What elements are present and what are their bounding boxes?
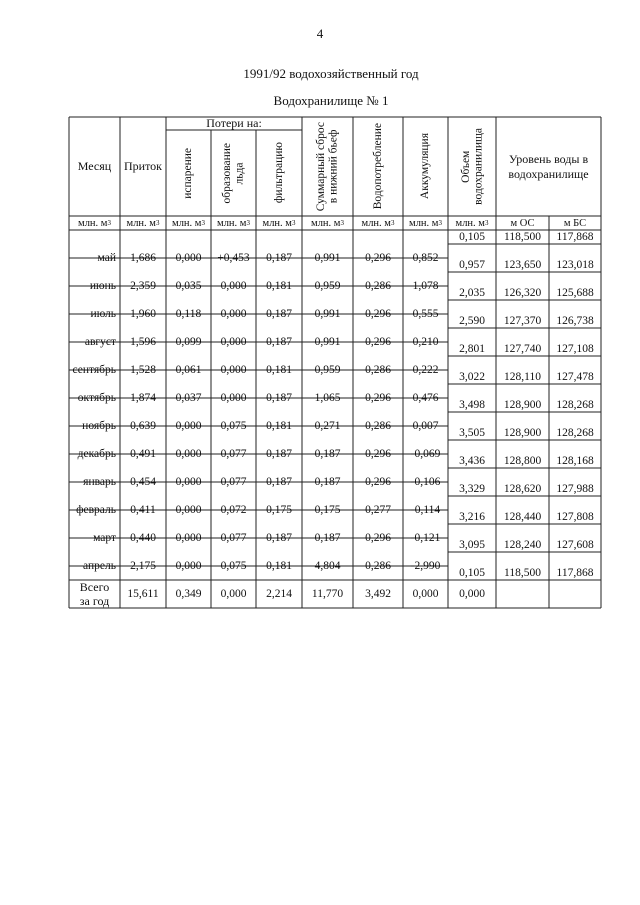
unit-cell bbox=[353, 216, 403, 230]
cell-level-os: 128,110 bbox=[504, 371, 541, 383]
cell-ice: 0,000 bbox=[220, 336, 247, 348]
cell-level-os: 128,800 bbox=[503, 455, 542, 467]
unit-label: млн. м bbox=[361, 217, 391, 229]
cell-volume: 3,022 bbox=[459, 371, 485, 383]
cell-accum: 0,852 bbox=[412, 252, 439, 264]
cell-consumption: 0,296 bbox=[365, 308, 391, 320]
cell-consumption: 0,296 bbox=[365, 392, 391, 404]
unit-cell bbox=[166, 216, 211, 230]
unit-cell bbox=[120, 216, 166, 230]
cell-filt: 0,175 bbox=[266, 504, 292, 516]
cell-filt: 0,187 bbox=[266, 308, 292, 320]
header-month: Месяц bbox=[77, 159, 112, 173]
cell-volume: 3,095 bbox=[459, 539, 485, 551]
cell-inflow: 1,960 bbox=[130, 308, 156, 320]
cell-inflow: 2,359 bbox=[130, 280, 156, 292]
cell-evap: 0,000 bbox=[175, 448, 202, 460]
cell-ice: 0,072 bbox=[220, 504, 247, 516]
cell-discharge: 0,187 bbox=[314, 532, 341, 544]
total-evap: 0,349 bbox=[175, 588, 202, 600]
cell-accum: -0,114 bbox=[410, 504, 441, 516]
cell-inflow: 0,639 bbox=[130, 420, 156, 432]
cell-evap: 0,000 bbox=[175, 420, 202, 432]
header-water-consumption: Водопотребление bbox=[371, 123, 384, 210]
month-name: июль bbox=[90, 308, 116, 320]
cell-volume: 3,329 bbox=[459, 483, 485, 495]
cell-accum: -0,069 bbox=[410, 448, 441, 460]
unit-exponent: 3 bbox=[291, 219, 296, 227]
unit-label: млн. м bbox=[126, 217, 156, 229]
header-ice-formation: образование льда bbox=[221, 142, 246, 204]
cell-level-bs: 117,868 bbox=[556, 231, 594, 243]
month-name: октябрь bbox=[77, 392, 116, 404]
cell-discharge: 0,991 bbox=[314, 308, 341, 320]
cell-discharge: 1,065 bbox=[314, 392, 341, 404]
cell-consumption: 0,286 bbox=[365, 560, 391, 572]
total-label: Всего за год bbox=[79, 580, 110, 608]
cell-level-bs: 125,688 bbox=[556, 287, 594, 299]
month-name: май bbox=[97, 252, 116, 264]
cell-ice: 0,077 bbox=[220, 476, 247, 488]
cell-level-bs: 128,268 bbox=[556, 399, 594, 411]
total-consumption: 3,492 bbox=[365, 588, 391, 600]
cell-evap: 0,035 bbox=[175, 280, 202, 292]
cell-discharge: 0,959 bbox=[314, 280, 341, 292]
cell-discharge: 0,991 bbox=[314, 336, 341, 348]
cell-filt: 0,181 bbox=[266, 560, 292, 572]
cell-evap: 0,061 bbox=[175, 364, 202, 376]
cell-level-os: 128,440 bbox=[503, 511, 542, 523]
cell-level-bs: 127,988 bbox=[556, 483, 594, 495]
cell-volume: 3,216 bbox=[459, 511, 485, 523]
cell-discharge: 4,804 bbox=[314, 560, 341, 572]
cell-level-os: 118,500 bbox=[504, 231, 541, 243]
cell-filt: 0,181 bbox=[266, 280, 292, 292]
cell-level-bs: 127,808 bbox=[556, 511, 594, 523]
cell-ice: +0,453 bbox=[217, 252, 250, 264]
unit-cell bbox=[69, 216, 120, 230]
total-discharge: 11,770 bbox=[311, 588, 344, 600]
unit-cell bbox=[256, 216, 302, 230]
cell-level-bs: 128,168 bbox=[556, 455, 594, 467]
month-name: июнь bbox=[89, 280, 116, 292]
cell-accum: -0,121 bbox=[410, 532, 441, 544]
cell-consumption: 0,296 bbox=[365, 252, 391, 264]
unit-exponent: 3 bbox=[107, 219, 111, 227]
cell-filt: 0,181 bbox=[266, 364, 292, 376]
unit-label: млн. м bbox=[455, 217, 485, 229]
unit-cell bbox=[302, 216, 353, 230]
cell-filt: 0,187 bbox=[266, 448, 292, 460]
header-total-discharge: Суммарный сброс в нижний бьеф bbox=[315, 121, 340, 212]
month-name: февраль bbox=[76, 504, 116, 516]
unit-label: млн. м bbox=[311, 217, 341, 229]
cell-evap: 0,099 bbox=[175, 336, 202, 348]
unit-label: млн. м bbox=[78, 217, 108, 229]
cell-volume: 2,801 bbox=[459, 343, 485, 355]
cell-inflow: 0,454 bbox=[130, 476, 156, 488]
cell-volume: 0,957 bbox=[459, 259, 485, 271]
month-name: декабрь bbox=[77, 448, 116, 460]
cell-level-os: 128,620 bbox=[503, 483, 542, 495]
cell-filt: 0,187 bbox=[266, 476, 292, 488]
cell-evap: 0,000 bbox=[175, 476, 202, 488]
header-losses: Потери на: bbox=[206, 116, 262, 130]
cell-accum: 0,210 bbox=[412, 336, 439, 348]
cell-inflow: 1,596 bbox=[130, 336, 156, 348]
cell-evap: 0,037 bbox=[175, 392, 202, 404]
header-accumulation: Аккумуляция bbox=[419, 133, 432, 200]
cell-volume: 2,590 bbox=[459, 315, 485, 327]
header-discharge-cell bbox=[302, 117, 353, 216]
cell-ice: 0,000 bbox=[220, 280, 247, 292]
header-evaporation: испарение bbox=[182, 147, 195, 199]
cell-evap: 0,118 bbox=[175, 308, 202, 320]
cell-inflow: 1,686 bbox=[130, 252, 156, 264]
cell-level-os: 127,370 bbox=[503, 315, 542, 327]
unit-exponent: 3 bbox=[438, 219, 442, 227]
unit-cell bbox=[211, 216, 256, 230]
cell-level-os: 128,900 bbox=[503, 427, 542, 439]
header-ice-cell bbox=[211, 130, 256, 216]
unit-cell bbox=[448, 216, 496, 230]
cell-ice: 0,000 bbox=[220, 364, 247, 376]
cell-filt: 0,187 bbox=[266, 336, 292, 348]
cell-consumption: 0,296 bbox=[365, 448, 391, 460]
cell-discharge: 0,175 bbox=[314, 504, 341, 516]
month-name: март bbox=[93, 532, 116, 544]
total-filt: 2,214 bbox=[266, 588, 292, 600]
cell-discharge: 0,959 bbox=[314, 364, 341, 376]
cell-ice: 0,077 bbox=[220, 532, 247, 544]
cell-evap: 0,000 bbox=[175, 560, 202, 572]
unit-cell bbox=[403, 216, 448, 230]
cell-volume: 3,505 bbox=[459, 427, 485, 439]
cell-level-os: 127,740 bbox=[503, 343, 542, 355]
cell-evap: 0,000 bbox=[175, 532, 202, 544]
cell-ice: 0,075 bbox=[220, 420, 247, 432]
cell-level-bs: 127,108 bbox=[556, 343, 594, 355]
cell-level-bs: 123,018 bbox=[556, 259, 594, 271]
month-name: август bbox=[84, 336, 116, 348]
cell-discharge: 0,187 bbox=[314, 448, 341, 460]
cell-level-os: 126,320 bbox=[503, 287, 542, 299]
cell-ice: 0,000 bbox=[220, 308, 247, 320]
month-name: сентябрь bbox=[72, 364, 116, 376]
unit-exponent: 3 bbox=[340, 219, 344, 227]
unit-exponent: 3 bbox=[201, 219, 205, 227]
unit-level-bs: м БС bbox=[563, 217, 587, 229]
header-volume-cell bbox=[448, 117, 496, 216]
cell-accum: 0,007 bbox=[412, 420, 439, 432]
header-filtration: фильтрацию bbox=[272, 142, 285, 204]
cell-consumption: 0,286 bbox=[365, 364, 391, 376]
cell-evap: 0,000 bbox=[175, 252, 202, 264]
unit-exponent: 3 bbox=[155, 219, 160, 227]
cell-filt: 0,187 bbox=[266, 252, 292, 264]
unit-label: млн. м bbox=[409, 217, 439, 229]
cell-level-os: 118,500 bbox=[504, 567, 541, 579]
cell-consumption: 0,286 bbox=[365, 280, 391, 292]
cell-ice: 0,075 bbox=[220, 560, 247, 572]
unit-exponent: 3 bbox=[484, 219, 489, 227]
cell-volume: 0,105 bbox=[459, 567, 485, 579]
cell-level-bs: 117,868 bbox=[556, 567, 594, 579]
cell-volume: 0,105 bbox=[459, 231, 485, 243]
cell-accum: 0,476 bbox=[412, 392, 439, 404]
cell-consumption: 0,296 bbox=[365, 476, 391, 488]
cell-filt: 0,187 bbox=[266, 392, 292, 404]
cell-level-os: 128,240 bbox=[503, 539, 542, 551]
cell-ice: 0,000 bbox=[220, 392, 247, 404]
cell-accum: -0,106 bbox=[410, 476, 441, 488]
cell-evap: 0,000 bbox=[175, 504, 202, 516]
cell-level-bs: 127,478 bbox=[556, 371, 594, 383]
month-name: январь bbox=[83, 476, 116, 488]
cell-level-bs: 127,608 bbox=[556, 539, 594, 551]
cell-inflow: 1,528 bbox=[130, 364, 156, 376]
page-number: 4 bbox=[316, 26, 324, 41]
header-water-level: Уровень воды в водохранилище bbox=[508, 151, 589, 181]
unit-exponent: 3 bbox=[390, 219, 395, 227]
cell-level-bs: 126,738 bbox=[556, 315, 594, 327]
unit-level-os: м ОС bbox=[510, 217, 535, 229]
total-ice: 0,000 bbox=[220, 588, 247, 600]
unit-exponent: 3 bbox=[246, 219, 250, 227]
header-evaporation-cell bbox=[166, 130, 211, 216]
cell-accum: 1,078 bbox=[412, 280, 439, 292]
cell-filt: 0,187 bbox=[266, 532, 292, 544]
cell-discharge: 0,991 bbox=[314, 252, 341, 264]
cell-accum: 0,555 bbox=[412, 308, 439, 320]
unit-label: млн. м bbox=[172, 217, 202, 229]
header-filtration-cell bbox=[256, 130, 302, 216]
cell-level-bs: 128,268 bbox=[556, 427, 594, 439]
cell-volume: 3,498 bbox=[459, 399, 485, 411]
document-subtitle: Водохранилище № 1 bbox=[273, 93, 389, 108]
cell-level-os: 128,900 bbox=[503, 399, 542, 411]
unit-label: млн. м bbox=[217, 217, 247, 229]
document-title: 1991/92 водохозяйственный год bbox=[243, 66, 419, 81]
month-name: апрель bbox=[83, 560, 116, 572]
header-reservoir-volume: Объем водохранилища bbox=[459, 128, 484, 205]
cell-level-os: 123,650 bbox=[503, 259, 542, 271]
cell-inflow: 1,874 bbox=[130, 392, 156, 404]
cell-ice: 0,077 bbox=[220, 448, 247, 460]
month-name: ноябрь bbox=[82, 420, 116, 432]
cell-volume: 3,436 bbox=[459, 455, 485, 467]
cell-consumption: 0,277 bbox=[365, 504, 391, 516]
cell-accum: 0,222 bbox=[412, 364, 439, 376]
cell-accum: -2,990 bbox=[410, 560, 441, 572]
cell-inflow: 0,491 bbox=[130, 448, 156, 460]
total-inflow: 15,611 bbox=[127, 588, 159, 600]
cell-discharge: 0,187 bbox=[314, 476, 341, 488]
header-accumulation-cell bbox=[403, 117, 448, 216]
cell-inflow: 2,175 bbox=[130, 560, 156, 572]
unit-label: млн. м bbox=[262, 217, 292, 229]
cell-inflow: 0,411 bbox=[130, 504, 156, 516]
header-consumption-cell bbox=[353, 117, 403, 216]
cell-consumption: 0,286 bbox=[365, 420, 391, 432]
cell-discharge: 0,271 bbox=[314, 420, 341, 432]
cell-filt: 0,181 bbox=[266, 420, 292, 432]
cell-inflow: 0,440 bbox=[130, 532, 156, 544]
cell-consumption: 0,296 bbox=[365, 336, 391, 348]
header-inflow: Приток bbox=[123, 159, 162, 173]
cell-volume: 2,035 bbox=[459, 287, 485, 299]
total-accum: 0,000 bbox=[412, 588, 439, 600]
cell-consumption: 0,296 bbox=[365, 532, 391, 544]
total-volume: 0,000 bbox=[459, 588, 485, 600]
